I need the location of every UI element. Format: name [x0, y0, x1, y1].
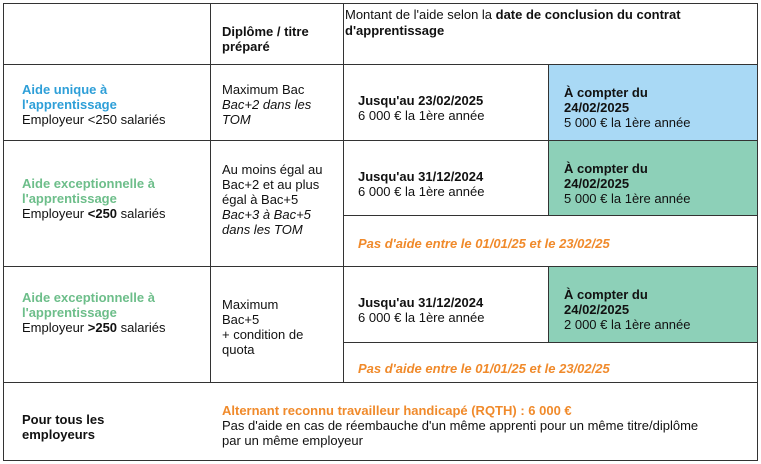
row2-until-date: Jusqu'au 31/12/2024 — [358, 169, 484, 184]
row1-employer: Employeur <250 salariés — [22, 112, 166, 127]
grid-left — [3, 3, 4, 461]
row1-diploma — [222, 82, 340, 127]
row1-from — [564, 85, 714, 130]
grid-v3b — [548, 266, 549, 342]
grid-h1 — [3, 64, 758, 65]
row2-until — [358, 169, 543, 199]
header-amount-bold: date de conclusion du contrat d'apprentissage — [345, 7, 681, 38]
row2-no-aid — [358, 236, 753, 251]
row3-diploma-main: Maximum Bac+5 — [222, 297, 279, 327]
row1-label — [22, 82, 208, 127]
row3-diploma — [222, 297, 340, 357]
row3-title: Aide exceptionnelle à l'apprentissage — [22, 290, 155, 320]
row2-diploma-italic: Bac+3 à Bac+5 dans les TOM — [222, 207, 311, 237]
grid-bottom — [3, 460, 758, 461]
row2-diploma — [222, 162, 340, 237]
row3-until — [358, 295, 543, 325]
row1-from-amount: 5 000 € la 1ère année — [564, 115, 691, 130]
row3-diploma-extra: + condition de quota — [222, 327, 304, 357]
grid-h2 — [3, 140, 758, 141]
row2-from — [564, 161, 714, 206]
grid-v2 — [343, 3, 344, 382]
row1-from-date: À compter du 24/02/2025 — [564, 85, 648, 115]
grid-v3a — [548, 64, 549, 215]
grid-h4 — [3, 266, 758, 267]
row1-diploma-italic: Bac+2 dans les TOM — [222, 97, 312, 127]
grid-h5 — [343, 342, 758, 343]
row2-no-aid-text: Pas d'aide entre le 01/01/25 et le 23/02/25 — [358, 236, 610, 251]
header-diploma-text: Diplôme / titre préparé — [222, 24, 309, 54]
row2-title: Aide exceptionnelle à l'apprentissage — [22, 176, 155, 206]
row2-from-date: À compter du 24/02/2025 — [564, 161, 648, 191]
row4-rehire: Pas d'aide en cas de réembauche d'un même apprenti pour un même titre/diplôme par un même employeur — [222, 418, 699, 448]
row2-diploma-main: Au moins égal au Bac+2 et au plus égal à Bac+5 — [222, 162, 323, 207]
row3-no-aid — [358, 361, 753, 376]
row3-from — [564, 287, 714, 332]
row4-label — [22, 412, 208, 442]
row2-employer: Employeur <250 salariés — [22, 206, 166, 221]
row1-until-date: Jusqu'au 23/02/2025 — [358, 93, 484, 108]
header-amount-prefix: Montant de l'aide selon la — [345, 7, 496, 22]
row2-label — [22, 176, 208, 221]
row3-until-date: Jusqu'au 31/12/2024 — [358, 295, 484, 310]
row3-until-amount: 6 000 € la 1ère année — [358, 310, 485, 325]
row3-from-date: À compter du 24/02/2025 — [564, 287, 648, 317]
grid-top — [3, 3, 757, 4]
row3-label — [22, 290, 208, 335]
header-amount — [345, 7, 750, 39]
row2-from-amount: 5 000 € la 1ère année — [564, 191, 691, 206]
grid-h6 — [3, 382, 758, 383]
row4-title: Pour tous les employeurs — [22, 412, 105, 442]
grid-right — [757, 3, 758, 461]
row3-from-amount: 2 000 € la 1ère année — [564, 317, 691, 332]
row2-until-amount: 6 000 € la 1ère année — [358, 184, 485, 199]
row4-rqth: Alternant reconnu travailleur handicapé (RQTH) : 6 000 € — [222, 403, 572, 418]
grid-h3 — [343, 215, 758, 216]
row1-until — [358, 93, 543, 123]
grid-v1 — [210, 3, 211, 382]
row1-title: Aide unique à l'apprentissage — [22, 82, 117, 112]
row3-employer: Employeur >250 salariés — [22, 320, 166, 335]
row3-no-aid-text: Pas d'aide entre le 01/01/25 et le 23/02/25 — [358, 361, 610, 376]
row1-diploma-main: Maximum Bac — [222, 82, 305, 97]
header-diploma — [222, 24, 337, 54]
row4-content — [222, 403, 742, 448]
row1-until-amount: 6 000 € la 1ère année — [358, 108, 485, 123]
